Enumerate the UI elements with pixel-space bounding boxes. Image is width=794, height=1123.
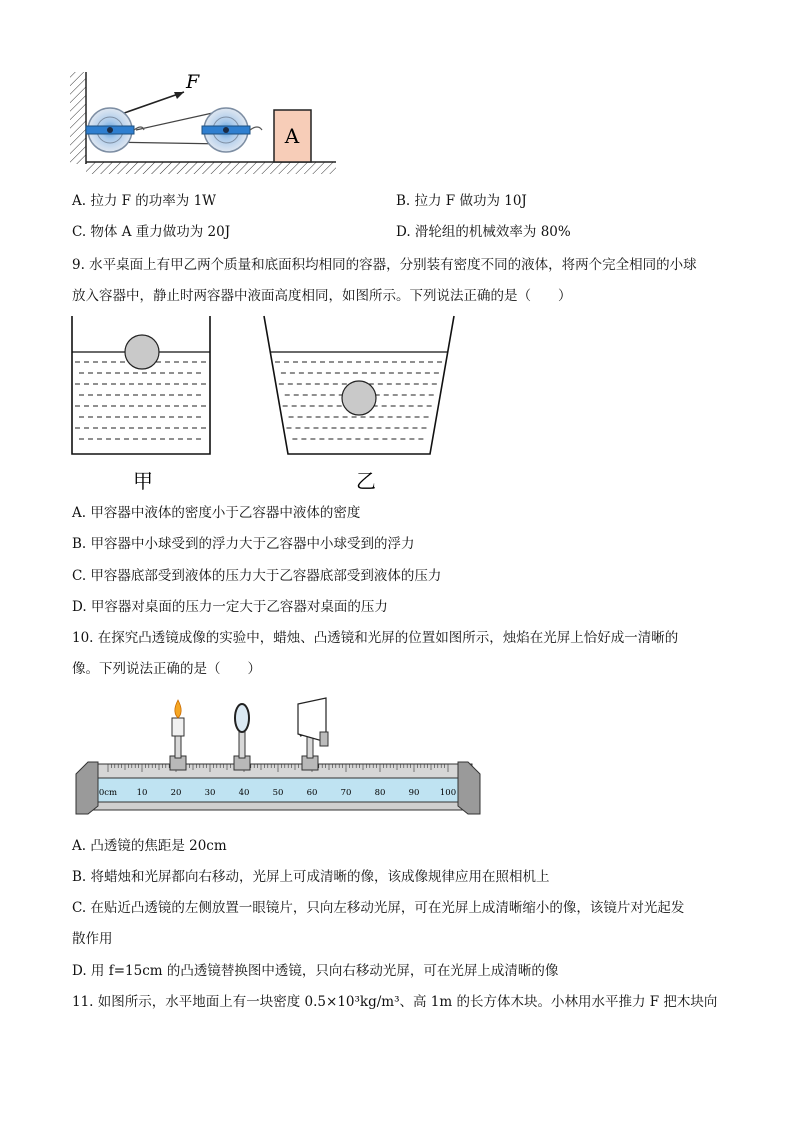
q11-stem-line1: 11. 如图所示，水平地面上有一块密度 0.5×10³kg/m³、高 1m 的长方体木块。小林用水平推力 F 把木块向 (72, 994, 718, 1010)
scale-tick-label: 0cm (98, 788, 118, 798)
bench-right-end (458, 762, 480, 814)
q9-option-d: D. 甲容器对桌面的压力一定大于乙容器对桌面的压力 (72, 599, 388, 615)
block-a-label: A (284, 124, 300, 148)
q10-option-d: D. 用 f=15cm 的凸透镜替换图中透镜，只向右移动光屏，可在光屏上成清晰的像 (72, 963, 559, 979)
container-jia (72, 316, 210, 493)
q8-option-d: D. 滑轮组的机械效率为 80% (396, 224, 571, 240)
wall-hatch (70, 72, 86, 164)
q8-option-c: C. 物体 A 重力做功为 20J (72, 224, 231, 240)
scale-tick-label: 50 (272, 788, 284, 798)
ball-jia (125, 335, 159, 369)
q8-option-b: B. 拉力 F 做功为 10J (396, 193, 527, 209)
ball-yi (342, 381, 376, 415)
scale-tick-label: 10 (136, 788, 148, 798)
scale-tick-label: 60 (306, 788, 318, 798)
container-yi-label: 乙 (356, 469, 376, 493)
candle (170, 700, 186, 770)
q9-option-c: C. 甲容器底部受到液体的压力大于乙容器底部受到液体的压力 (72, 568, 442, 584)
scale-tick-label: 20 (170, 788, 182, 798)
scale-tick-label: 100 (439, 788, 457, 798)
container-yi (264, 316, 454, 493)
q10-option-a: A. 凸透镜的焦距是 20cm (72, 838, 227, 854)
containers-figure (66, 312, 466, 494)
ground-hatch (86, 162, 336, 174)
force-label: F (186, 71, 200, 93)
bench-base (86, 802, 472, 810)
q9-stem-line2: 放入容器中，静止时两容器中液面高度相同，如图所示。下列说法正确的是（ ） (72, 288, 572, 304)
q10-option-c: C. 在贴近凸透镜的左侧放置一眼镜片，只向左移动光屏，可在光屏上成清晰缩小的像，该镜片对光起发 (72, 900, 685, 916)
force-arrowhead (174, 92, 184, 99)
scale-tick-label: 30 (204, 788, 216, 798)
optical-bench-figure (74, 694, 484, 822)
pulley-figure (66, 64, 346, 178)
scale-tick-label: 90 (408, 788, 420, 798)
q9-option-a: A. 甲容器中液体的密度小于乙容器中液体的密度 (72, 505, 361, 521)
q9-stem-line1: 9. 水平桌面上有甲乙两个质量和底面积均相同的容器，分别装有密度不同的液体，将两个完全相同的小球 (72, 257, 697, 273)
q10-stem-line2: 像。下列说法正确的是（ ） (72, 661, 261, 677)
container-jia-label: 甲 (133, 469, 153, 493)
q10-stem-line1: 10. 在探究凸透镜成像的实验中，蜡烛、凸透镜和光屏的位置如图所示，烛焰在光屏上恰好成一清晰的 (72, 630, 679, 646)
convex-lens (234, 704, 250, 770)
q8-option-a: A. 拉力 F 的功率为 1W (72, 193, 217, 209)
q10-option-c-continued: 散作用 (72, 931, 113, 947)
bench-left-end (76, 762, 98, 814)
flame-icon (175, 700, 181, 718)
scale-tick-label: 80 (374, 788, 386, 798)
light-screen (298, 698, 328, 770)
q10-option-b: B. 将蜡烛和光屏都向右移动，光屏上可成清晰的像，该成像规律应用在照相机上 (72, 869, 550, 885)
q9-option-b: B. 甲容器中小球受到的浮力大于乙容器中小球受到的浮力 (72, 536, 415, 552)
scale-tick-label: 40 (238, 788, 250, 798)
scale-tick-label: 70 (340, 788, 352, 798)
hook-icon (250, 127, 262, 130)
